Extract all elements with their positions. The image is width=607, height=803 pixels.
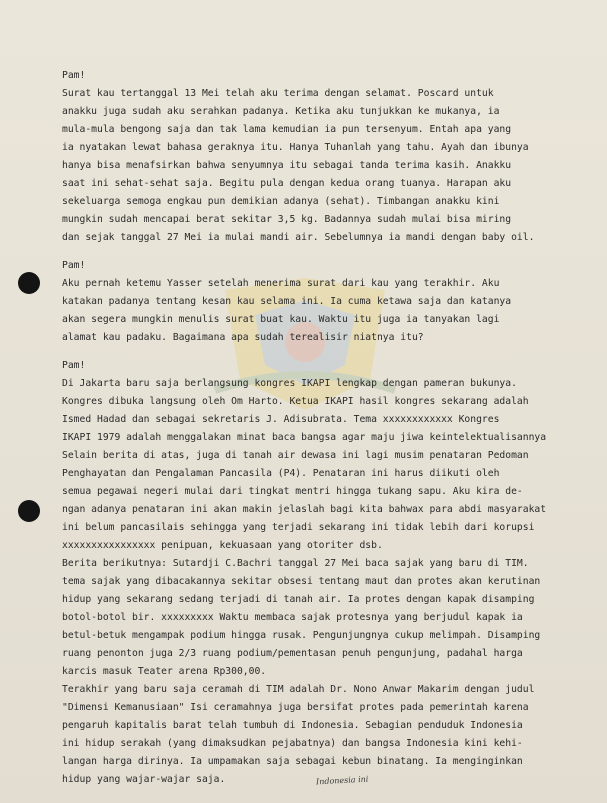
salutation: Pam!	[62, 360, 86, 371]
text-line: mungkin sudah mencapai berat sekitar 3,5 kg. Badannya sudah mulai bisa miring	[62, 214, 512, 225]
text-line: hanya bisa menafsirkan bahwa senyumnya itu sebagai tanda terima kasih. Anakku	[62, 160, 512, 171]
text-line: mula-mula bengong saja dan tak lama kemudian ia pun tersenyum. Entah apa yang	[62, 124, 512, 135]
text-line: betul-betuk mengampak podium hingga rusak. Pengunjungnya cukup melimpah. Disamping	[62, 630, 541, 641]
text-line: anakku juga sudah aku serahkan padanya. Ketika aku tunjukkan ke mukanya, ia	[62, 106, 500, 117]
text-line: Terakhir yang baru saja ceramah di TIM adalah Dr. Nono Anwar Makarim dengan judul	[62, 684, 535, 695]
text-line: Surat kau tertanggal 13 Mei telah aku terima dengan selamat. Poscard untuk	[62, 88, 494, 99]
paragraph	[62, 67, 592, 247]
text-line: ruang penonton juga 2/3 ruang podium/pementasan penuh pengunjung, padahal harga	[62, 648, 523, 659]
paragraph	[62, 357, 592, 789]
text-line: Selain berita di atas, juga di tanah air dewasa ini lagi musim penataran Pedoman	[62, 450, 529, 461]
text-line: hidup yang wajar-wajar saja.	[62, 774, 226, 785]
text-line: ngan adanya penataran ini akan makin jelaslah bagi kita bahwax para abdi masyarakat	[62, 504, 547, 515]
text-line: sekeluarga semoga engkau pun demikian adanya (sehat). Timbangan anakku kini	[62, 196, 500, 207]
paragraph	[62, 257, 592, 347]
text-line: semua pegawai negeri mulai dari tingkat mentri hingga tukang sapu. Aku kira de-	[62, 486, 523, 497]
text-line: Ismed Hadad dan sebagai sekretaris J. Adisubrata. Tema xxxxxxxxxxxx Kongres	[62, 414, 500, 425]
text-line: botol-botol bir. xxxxxxxxx Waktu membaca sajak protesnya yang berjudul kapak ia	[62, 612, 523, 623]
text-line: alamat kau padaku. Bagaimana apa sudah terealisir niatnya itu?	[62, 332, 424, 343]
text-line: ini belum pancasilais sehingga yang terjadi sekarang ini tidak lebih dari korupsi	[62, 522, 535, 533]
text-line: Kongres dibuka langsung oleh Om Harto. Ketua IKAPI hasil kongres sekarang adalah	[62, 396, 529, 407]
punch-hole-top	[18, 272, 40, 294]
handwritten-note: Indonesia ini	[315, 774, 369, 787]
punch-hole-bottom	[18, 500, 40, 522]
text-line: katakan padanya tentang kesan kau selama ini. Ia cuma ketawa saja dan katanya	[62, 296, 512, 307]
text-line: karcis masuk Teater arena Rp300,00.	[62, 666, 267, 677]
text-line: ini hidup serakah (yang dimaksudkan pejabatnya) dan bangsa Indonesia kini kehi-	[62, 738, 523, 749]
text-line: Penghayatan dan Pengalaman Pancasila (P4). Penataran ini harus diikuti oleh	[62, 468, 500, 479]
letter-body	[62, 67, 592, 799]
salutation: Pam!	[62, 70, 86, 81]
text-line: "Dimensi Kemanusiaan" Isi ceramahnya juga bersifat protes pada pemerintah karena	[62, 702, 529, 713]
text-line: IKAPI 1979 adalah menggalakan minat baca bangsa agar maju jiwa keintelektualisannya	[62, 432, 547, 443]
text-line: akan segera mungkin menulis surat buat kau. Waktu itu juga ia tanyakan lagi	[62, 314, 500, 325]
text-line: xxxxxxxxxxxxxxxx penipuan, kekuasaan yang otoriter dsb.	[62, 540, 383, 551]
text-line: Berita berikutnya: Sutardji C.Bachri tanggal 27 Mei baca sajak yang baru di TIM.	[62, 558, 529, 569]
text-line: dan sejak tanggal 27 Mei ia mulai mandi air. Sebelumnya ia mandi dengan baby oil.	[62, 232, 535, 243]
text-line: langan harga dirinya. Ia umpamakan saja sebagai kebun binatang. Ia menginginkan	[62, 756, 523, 767]
text-line: Di Jakarta baru saja berlangsung kongres IKAPI lengkap dengan pameran bukunya.	[62, 378, 517, 389]
text-line: ia nyatakan lewat bahasa geraknya itu. Hanya Tuhanlah yang tahu. Ayah dan ibunya	[62, 142, 529, 153]
salutation: Pam!	[62, 260, 86, 271]
text-line: saat ini sehat-sehat saja. Begitu pula dengan kedua orang tuanya. Harapan aku	[62, 178, 512, 189]
text-line: pengaruh kapitalis barat telah tumbuh di Indonesia. Sebagian penduduk Indonesia	[62, 720, 523, 731]
text-line: Aku pernah ketemu Yasser setelah menerima surat dari kau yang terakhir. Aku	[62, 278, 500, 289]
text-line: tema sajak yang dibacakannya sekitar obsesi tentang maut dan protes akan kerutinan	[62, 576, 541, 587]
text-line: hidup yang sekarang sedang terjadi di tanah air. Ia protes dengan kapak disamping	[62, 594, 535, 605]
